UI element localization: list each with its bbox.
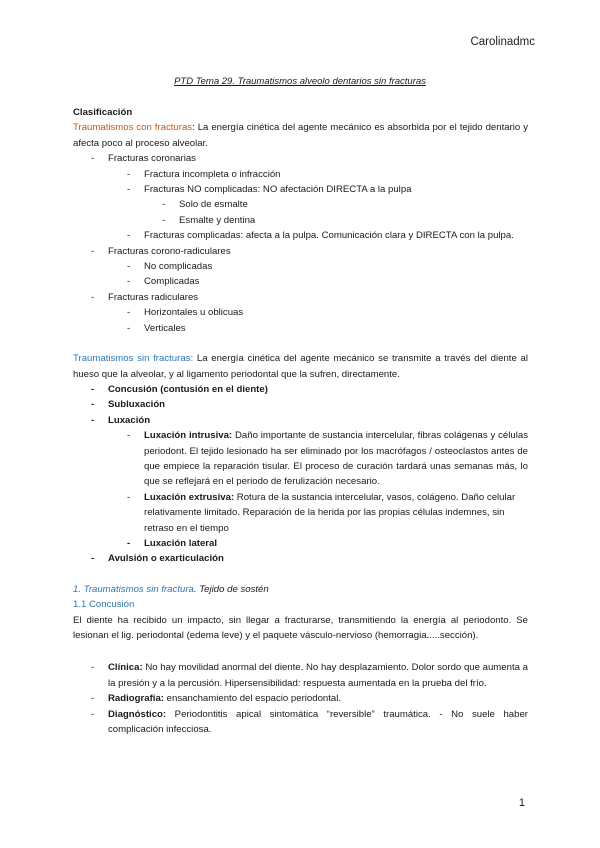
list-item: - Fracturas complicadas: afecta a la pulpa. Comunicación clara y DIRECTA con la pulpa.: [127, 230, 514, 242]
document-title: PTD Tema 29. Traumatismos alveolo dentarios sin fracturas: [174, 76, 426, 87]
section-title: 1. Traumatismos sin fractura. Tejido de sostén: [73, 583, 269, 595]
con-fracturas-paragraph: [73, 120, 528, 151]
fracture-list: [73, 151, 528, 336]
con-fracturas-label: Traumatismos con fracturas: [73, 122, 193, 134]
list-item: - Fracturas NO complicadas: NO afectación DIRECTA a la pulpa: [127, 184, 412, 196]
list-item: - Luxación extrusiva: Rotura de la sustancia intercelular, vasos, colágeno. Daño celular relativamente limitado. Reparación de la herida por las propias células indemnes, sin retraso en el tiempo: [127, 491, 516, 534]
list-item: - Luxación: [91, 414, 151, 426]
list-item: - Complicadas: [127, 276, 200, 288]
list-item: - Luxación lateral: [127, 537, 218, 549]
document-body: [73, 105, 528, 737]
author-name: Carolinadmc: [470, 36, 535, 48]
sin-fracturas-label: Traumatismos sin fracturas:: [73, 353, 194, 365]
concusion-details: [73, 660, 528, 737]
list-item: - Solo de esmalte: [162, 199, 248, 211]
list-item: - Fracturas corono-radiculares: [91, 245, 231, 257]
sin-fracturas-paragraph: [73, 351, 528, 382]
list-item: - Clínica: No hay movilidad anormal del diente. No hay desplazamiento. Dolor sordo que aumenta a la presión y a la percusión. Hipersensibilidad: respuesta aumentada en la prueba del frío.: [91, 662, 528, 689]
concusion-intro: El diente ha recibido un impacto, sin llegar a fracturarse, transmitiendo la energía al periodonto. Se lesionan el lig. periodontal (edema leve) y el paquete vásculo-nervioso (hemorragia.....sección).: [73, 614, 528, 641]
list-item: - Avulsión o exarticulación: [91, 553, 224, 565]
list-item: - No complicadas: [127, 261, 213, 273]
list-item: - Diagnóstico: Periodontitis apical sintomática “reversible” traumática. - No suele haber complicación infecciosa.: [91, 708, 528, 736]
page-number: 1: [518, 797, 525, 809]
list-item: - Luxación intrusiva: Daño importante de sustancia intercelular, fibras colágenas y células periodont. El tejido lesionado ha ser eliminado por los macrófagos / osteoclastos antes de que empiece la reparación tisular. El proceso de curación tardará unas semanas más, lo que se reflejará en el periodo de ferulización necesario.: [127, 430, 529, 488]
list-item: - Concusión (contusión en el diente): [91, 383, 268, 395]
list-item: - Fractura incompleta o infracción: [127, 168, 281, 180]
list-item: - Subluxación: [91, 399, 166, 411]
classification-heading: Clasificación: [73, 107, 133, 118]
no-fracture-list: [73, 382, 528, 567]
sin-fracturas-text: La energía cinética del agente mecánico se transmite a través del diente al hueso que la alveolar, y al ligamento periodontal que la sufren, directamente.: [73, 353, 528, 380]
list-item: - Esmalte y dentina: [162, 214, 256, 226]
con-fracturas-text: : La energía cinética del agente mecánico es absorbida por el tejido dentario y afecta poco al proceso alveolar.: [73, 122, 528, 149]
list-item: - Fracturas coronarias: [91, 153, 196, 165]
list-item: - Verticales: [127, 322, 186, 334]
list-item: - Fracturas radiculares: [91, 291, 199, 303]
subsection-title: 1.1 Concusión: [73, 599, 135, 611]
list-item: - Radiografía: ensanchamiento del espacio periodontal.: [91, 693, 342, 705]
list-item: - Horizontales u oblicuas: [127, 307, 244, 319]
